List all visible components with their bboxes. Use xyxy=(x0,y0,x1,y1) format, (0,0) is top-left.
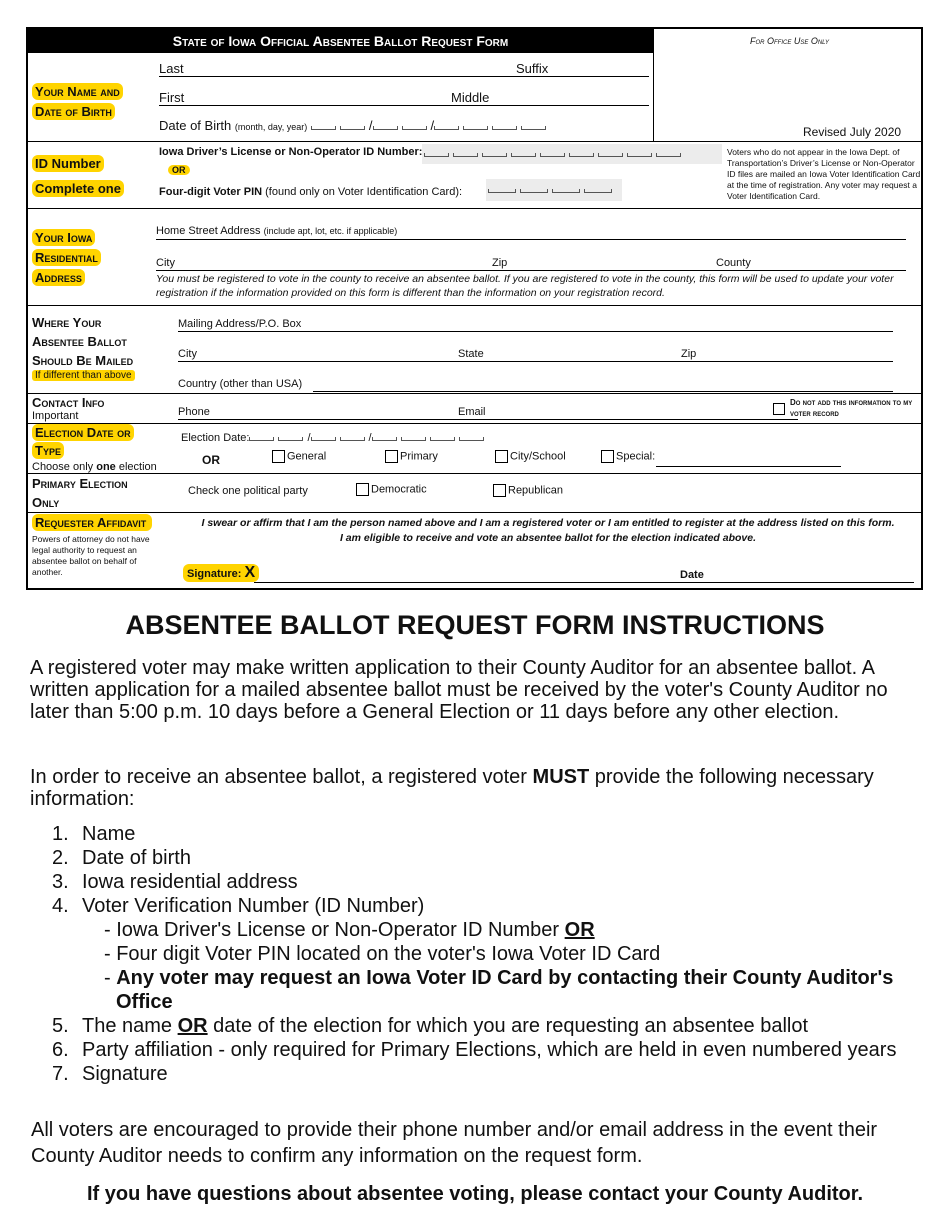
signature-label: Signature: X xyxy=(183,564,259,582)
general-option[interactable]: General xyxy=(272,450,326,463)
mailing-label: Where Your Absentee Ballot Should Be Mailed If different than above xyxy=(32,315,134,381)
list-item: 4. Voter Verification Number (ID Number) - Iowa Driver's License or Non-Operator ID Number OR - Four digit Voter PIN located on the voter's Iowa Voter ID Card - Any voter may request an Iowa Voter ID Card by contacting their County Auditor's Office xyxy=(52,895,894,1013)
primary-only-label: Primary Election Only xyxy=(32,476,128,510)
first-name-label: First xyxy=(159,90,185,105)
first-name-field[interactable] xyxy=(159,105,649,106)
country-field[interactable] xyxy=(313,391,893,392)
special-checkbox xyxy=(601,450,614,463)
middle-name-label: Middle xyxy=(451,90,490,105)
last-name-field[interactable] xyxy=(159,76,649,77)
do-not-add-label: Do not add this information to my voter record xyxy=(790,398,913,418)
required-info-list xyxy=(52,822,950,1086)
email-label: Email xyxy=(458,406,486,418)
general-checkbox xyxy=(272,450,285,463)
election-label: Election Date or Type Choose only one election xyxy=(32,425,157,473)
dob-row[interactable]: Date of Birth (month, day, year) / / xyxy=(159,118,550,133)
list-item: 6. Party affiliation - only required for Primary Elections, which are held in even numbered years xyxy=(52,1039,897,1061)
election-or: OR xyxy=(202,453,220,467)
res-city-label: City xyxy=(156,257,175,269)
phone-label: Phone xyxy=(178,406,210,418)
list-item: 2. Date of birth xyxy=(52,847,191,869)
phone-email-field[interactable] xyxy=(178,419,798,420)
poa-note: Powers of attorney do not have legal authority to request an absentee ballot on behalf of another. xyxy=(32,534,150,577)
list-item: 3. Iowa residential address xyxy=(52,871,298,893)
dl-label: Iowa Driver’s License or Non-Operator ID Number: xyxy=(159,146,423,158)
mail-state-label: State xyxy=(458,348,484,360)
democratic-checkbox xyxy=(356,483,369,496)
mail-city-state-zip-field[interactable] xyxy=(178,361,893,362)
res-county-label: County xyxy=(716,257,751,269)
list-item: 5. The name OR date of the election for which you are requesting an absentee ballot xyxy=(52,1015,809,1037)
registration-notice: You must be registered to vote in the county to receive an absentee ballot. If you are registered to vote in the county, this form will be used to update your voter registration if the information provided on this form is different than the information on your registration record. xyxy=(156,273,894,299)
mailing-address-label: Mailing Address/P.O. Box xyxy=(178,318,302,330)
country-label: Country (other than USA) xyxy=(178,378,303,390)
instructions-heading: ABSENTEE BALLOT REQUEST FORM INSTRUCTIONS xyxy=(125,610,825,640)
home-street-label: Home Street Address (include apt, lot, etc. if applicable) xyxy=(156,225,398,237)
affidavit-label: Requester Affidavit xyxy=(32,514,152,532)
list-item: 1. Name xyxy=(52,823,136,845)
or-badge: OR xyxy=(168,165,190,175)
id-number-label: ID Number xyxy=(32,155,104,173)
dl-number-field[interactable] xyxy=(422,144,722,164)
city-school-option[interactable]: City/School xyxy=(495,450,566,463)
pin-label: Four-digit Voter PIN xyxy=(159,186,263,198)
dob-hint: (month, day, year) xyxy=(234,122,308,132)
contact-label: Contact Info Important xyxy=(32,395,105,422)
pin-hint: (found only on Voter Identification Card): xyxy=(265,186,463,198)
do-not-add-checkbox[interactable] xyxy=(773,403,785,415)
party-prompt: Check one political party xyxy=(188,485,308,497)
primary-option[interactable]: Primary xyxy=(385,450,438,463)
res-city-zip-county-field[interactable] xyxy=(156,270,906,271)
suffix-label: Suffix xyxy=(516,61,549,76)
voter-id-note: Voters who do not appear in the Iowa Dept. of Transportation’s Driver’s License or Non-Operator ID files are mailed an Iowa Voter Identification Card at the time of registration. Any voter may request a Voter Identification Card. xyxy=(727,147,921,201)
instructions-footer: If you have questions about absentee voting, please contact your County Auditor. xyxy=(86,1183,864,1205)
mail-zip-label: Zip xyxy=(681,348,697,360)
mail-city-label: City xyxy=(178,348,197,360)
republican-checkbox xyxy=(493,484,506,497)
election-date-label: Election Date: xyxy=(181,432,250,444)
republican-option[interactable]: Republican xyxy=(493,484,563,497)
pin-row xyxy=(159,186,462,198)
pin-field[interactable] xyxy=(486,179,622,201)
instructions-para2: In order to receive an absentee ballot, a registered voter MUST provide the following necessary information: xyxy=(30,766,874,810)
dob-label: Date of Birth xyxy=(159,118,232,133)
complete-one-label: Complete one xyxy=(32,180,124,198)
absentee-request-form xyxy=(26,27,923,590)
res-zip-label: Zip xyxy=(492,257,508,269)
last-name-label: Last xyxy=(159,61,184,76)
office-divider xyxy=(653,29,654,141)
home-street-field[interactable] xyxy=(156,239,906,240)
instructions-para3: All voters are encouraged to provide their phone number and/or email address in the event their County Auditor needs to confirm any information on the request form. xyxy=(31,1119,878,1167)
revised-date: Revised July 2020 xyxy=(803,125,902,139)
democratic-option[interactable]: Democratic xyxy=(356,483,427,496)
affidavit-oath: I swear or affirm that I am the person named above and I am a registered voter or I am entitled to register at the address listed on this form. I am eligible to receive and vote an absentee ballot for the election indicated above. xyxy=(201,517,895,544)
form-title: State of Iowa Official Absentee Ballot Request Form xyxy=(28,29,653,53)
instructions-para1: A registered voter may make written application to their County Auditor for an absentee ballot. A written application for a mailed absentee ballot must be received by the voter's County Auditor no later than 5:00 p.m. 10 days before a General Election or 11 days before any other election. xyxy=(30,657,888,723)
signature-field[interactable] xyxy=(254,582,914,583)
election-date-row[interactable]: Election Date: / / xyxy=(181,432,488,444)
date-label: Date xyxy=(680,569,704,581)
primary-checkbox xyxy=(385,450,398,463)
special-option[interactable]: Special: xyxy=(601,450,655,463)
list-item: 7. Signature xyxy=(52,1063,168,1085)
office-use-label: For Office Use Only xyxy=(750,36,829,46)
city-school-checkbox xyxy=(495,450,508,463)
name-dob-label: Your Name and Date of Birth xyxy=(32,83,146,121)
mailing-address-field[interactable] xyxy=(178,331,893,332)
residential-label: Your Iowa Residential Address xyxy=(32,229,152,287)
special-field[interactable] xyxy=(656,466,841,467)
